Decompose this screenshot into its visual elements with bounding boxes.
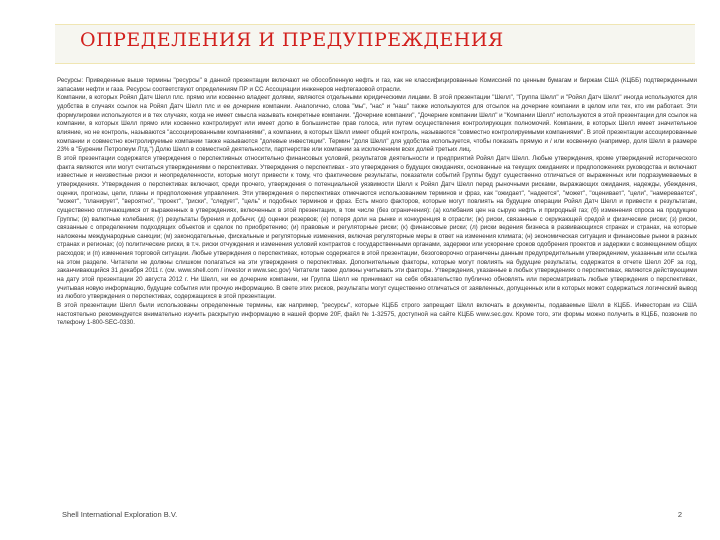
paragraph-resources: Ресурсы: Приведенные выше термины "ресурсы" в данной презентации включают не обособленную нефть и газ, как не классифицированные Комиссией по ценным бумагам и биржам США (КЦББ) подтвержденными запасами нефти и газа. Ресурсы соответствуют определениям ПР и СС Ассоциации инженеров нефтегазовой отрасли.	[57, 77, 697, 93]
page-number: 2	[677, 510, 682, 519]
paragraph-sec: В этой презентации Шелл были использованы определенные термины, как например, "ресурсы", которые КЦББ строго запрещает Шелл включать в документы, подаваемые Шелл в КЦББ. Инвесторам из США настоятельно рекомендуется внимательно изучить раскрытую информацию в нашей форме 20F, файл № 1-32575, доступной на сайте КЦББ www.sec.gov. Кроме того, эти формы можно получить в КЦББ, позвонив по телефону 1-800-SEC-0330.	[57, 302, 697, 327]
paragraph-forward-looking: В этой презентации содержатся утверждения о перспективных относительно финансовых условий, результатов деятельности и предприятий Ройял Датч Шелл. Любые утверждения, кроме утверждений исторического факта являются или могут считаться утверждениями о перспективах. Утверждения о перспективах - это утверждения о будущих ожиданиях, основанные на текущих ожиданиях и предположениях руководства и включают известные и неизвестные риски и неопределенности, которые могут привести к тому, что фактические результаты, показатели событий Группы будут существенно отличаться от выраженных или подразумеваемых в утверждениях. Утверждения о перспективах включают, среди прочего, утверждения о потенциальной уязвимости Шелл к Ройял Датч Шелл перед рыночными рисками, выражающих ожидания, надежды, убеждения, оценки, прогнозы, цели, планы и предположения управления. Эти утверждения о перспективах отмечаются использованием терминов и фраз, как "ожидает", "надеется", "может", "оценивает", "цели", "намеревается", "может", "планирует", "вероятно", "проект", "риски", "следует", "цель" и подобных терминов и фраз. Есть много факторов, которые могут повлиять на будущие операции Ройял Датч Шелл и привести к результатам, существенно отличающимся от выраженных в утверждениях, включенных в этой презентации, в том числе (без ограничения): (а) колебания цен на сырую нефть и природный газ; (б) изменения спроса на продукцию Группы; (в) валютные колебания; (г) результаты бурения и добычи; (д) оценки резервов; (е) потеря доли на рынке и конкуренция в отрасли; (ж) риски, связанные с окружающей средой и физические риски; (з) риски, связанные с определением подходящих объектов и сделок по приобретению; (и) правовые и регуляторные риски; (к) финансовые риски; (л) риски ведения бизнеса в развивающихся странах и странах, на которые наложены международные санкции; (м) законодательные, фискальные и регуляторные изменения, включая регуляторные меры в ответ на изменения климата; (н) экономическая ситуация и финансовые рынки в разных странах и регионах; (о) политические риски, в т.ч. риски отчуждения и изменения условий контрактов с государственными органами, задержки или ускорение сроков одобрения проектов и задержки с возмещением общих расходов; и (п) изменения торговой ситуации. Любые утверждения о перспективах, которые содержатся в этой презентации, безоговорочно ограничены данным предупредительным утверждением, указанным или ссылка на этом разделе. Читатели не должны слишком полагаться на эти утверждения о перспективах. Дополнительные факторы, которые могут повлиять на будущие результаты, содержатся в отчете Шелл 20F за год, заканчивающийся 31 декабря 2011 г. (см. www.shell.com / investor и www.sec.gov) Читатели также должны учитывать эти факторы. Утверждения, указанные в любых утверждениях о перспективах, являются действующими на дату этой презентации 20 августа 2012 г. Ни Шелл, ни ее дочерние компании, ни Группа Шелл не принимают на себя обязательство публично обновлять или пересматривать любые утверждения о перспективах, учитывая новую информацию, будущие события или прочую информацию. В свете этих рисков, результаты могут существенно отличаться от заявленных, допущенных или в которых может содержаться логический вывод из любого утверждения о перспективах, содержащихся в этой презентации.	[57, 154, 697, 301]
disclaimer-body	[57, 77, 697, 328]
footer-company: Shell International Exploration B.V.	[62, 510, 178, 519]
paragraph-companies: Компании, в которых Ройял Датч Шелл плс. прямо или косвенно владеет долями, являются отдельными юридическими лицами. В этой презентации "Шелл", "Группа Шелл" и "Ройял Датч Шелл" иногда используются для удобства в случаях ссылок на Ройял Датч Шелл плс и ее дочерние компании. Аналогично, слова "мы", "нас" и "наш" также используются для отсылок на дочерние компании в целом или тех, кто им работает. Эти формулировки используются и в тех случаях, когда не имеет смысла называть конкретные компании. "Дочерние компании", "Дочерние компании Шелл" и "Компании Шелл" используются в этой презентации для ссылок на компании, в которых Шелл прямо или косвенно контролирует или имеет долю в большинстве прав голоса, или путем осуществления контролирующих полномочий. Компании, в которых Шелл имеет значительное влияние, но не контроль, называются "ассоциированными компаниями", а компании, в которых Шелл имеет общий контроль, называются "совместно контролируемыми компаниями". В этой презентации ассоциированные компании и совместно контролируемые компании также называются "долевые инвестиции". Термин "доля Шелл" для удобства используется, чтобы показать прямую и / или косвенную (например, доля Шелл в размере 23% в "Бурении Петролеум Лтд.") Долю Шелл в совместной деятельности, партнерстве или компании за исключением всех долей третьих лиц.	[57, 94, 697, 154]
slide-title: ОПРЕДЕЛЕНИЯ И ПРЕДУПРЕЖДЕНИЯ	[80, 29, 504, 51]
